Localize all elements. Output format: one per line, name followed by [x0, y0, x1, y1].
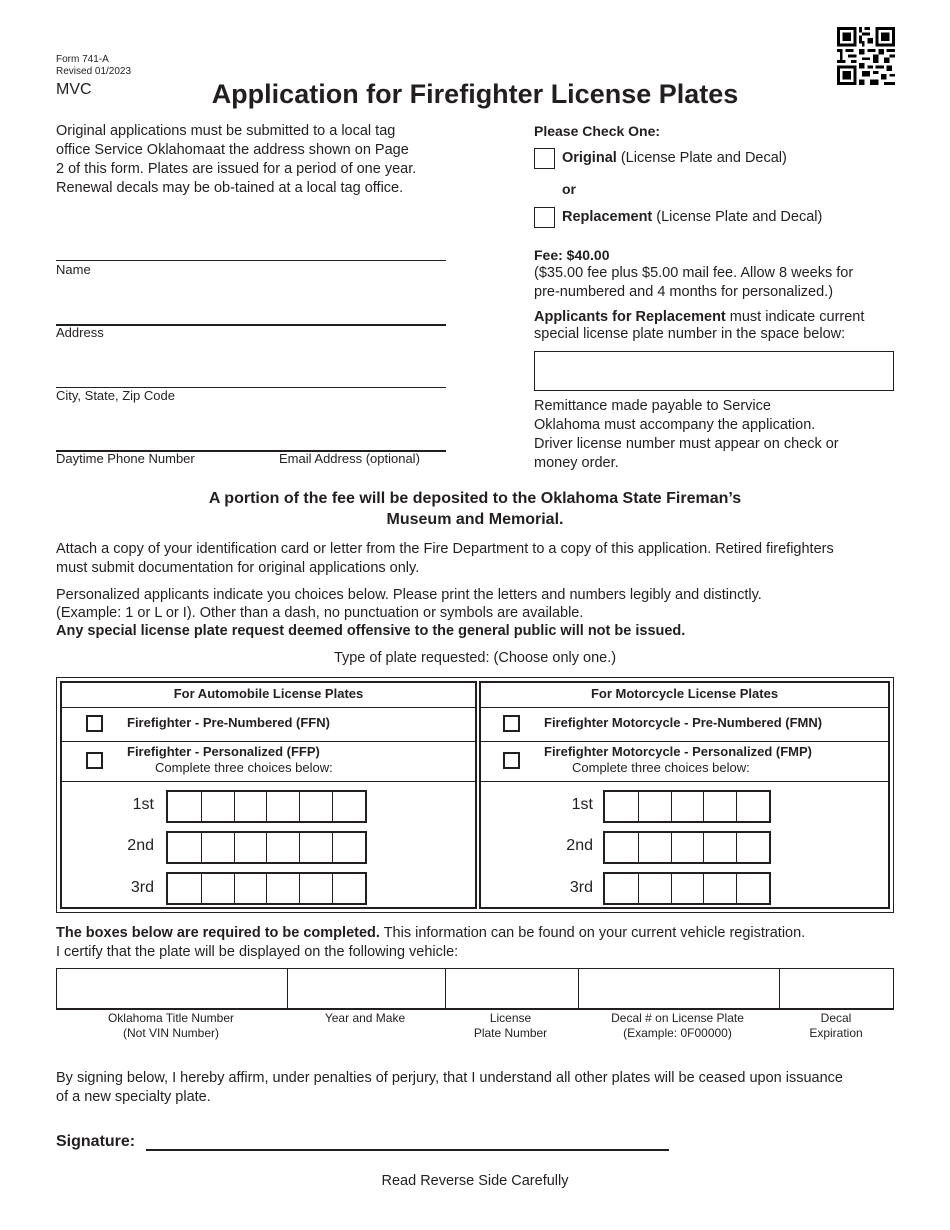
title-number-label: [56, 1011, 286, 1041]
choice-3-label: 3rd: [130, 879, 154, 896]
attach-line: Attach a copy of your identification card or letter from the Fire Department to a copy of this application. Retired firefighters: [56, 541, 834, 557]
char-box[interactable]: [201, 833, 234, 862]
original-label-bold: Original: [562, 150, 617, 166]
remittance-note: [534, 397, 839, 473]
char-box[interactable]: [605, 874, 638, 903]
column-label-line: License: [489, 1011, 532, 1025]
char-box[interactable]: [638, 792, 671, 821]
vehicle-required-note: [56, 924, 916, 943]
char-box[interactable]: [332, 792, 365, 821]
vehicle-info-table: [56, 968, 894, 1010]
moto-choice-1-boxes[interactable]: [603, 790, 771, 823]
char-box[interactable]: [332, 833, 365, 862]
original-checkbox[interactable]: [534, 148, 555, 169]
original-label: [562, 150, 787, 166]
column-label-line: (Not VIN Number): [122, 1026, 220, 1040]
char-box[interactable]: [201, 874, 234, 903]
fee-amount: Fee: $40.00: [534, 247, 610, 263]
char-box[interactable]: [266, 874, 299, 903]
remittance-line: Oklahoma must accompany the application.: [534, 417, 816, 433]
fmp-row: [481, 741, 888, 782]
name-field[interactable]: [56, 260, 446, 261]
vehicle-required-rest: This information can be found on your current vehicle registration.: [379, 925, 806, 941]
fmp-label: Firefighter Motorcycle - Personalized (FMP): [544, 744, 812, 759]
attach-instructions: [56, 540, 906, 578]
certify-statement: I certify that the plate will be displayed on the following vehicle:: [56, 944, 459, 960]
replacement-checkbox[interactable]: [534, 207, 555, 228]
signature-label: Signature:: [56, 1133, 136, 1150]
fmn-row: [481, 707, 888, 742]
column-label-line: Plate Number: [473, 1026, 548, 1040]
replacement-label-rest: (License Plate and Decal): [652, 209, 823, 225]
choice-3-label: 3rd: [569, 879, 593, 896]
decal-expiration-label: [778, 1011, 894, 1041]
auto-choice-2-boxes[interactable]: [166, 831, 367, 864]
fmn-label: Firefighter Motorcycle - Pre-Numbered (FMN): [544, 715, 823, 730]
remittance-line: Remittance made payable to Service: [534, 398, 771, 414]
char-box[interactable]: [201, 792, 234, 821]
license-plate-number-input[interactable]: [445, 969, 578, 1008]
ffn-row: [62, 707, 475, 742]
decal-expiration-input[interactable]: [779, 969, 893, 1008]
city-state-zip-label: City, State, Zip Code: [56, 388, 175, 403]
column-label-line: Decal # on License Plate: [611, 1011, 744, 1025]
ffn-label: Firefighter - Pre-Numbered (FFN): [127, 715, 330, 730]
replacement-label: [562, 209, 822, 225]
char-box[interactable]: [671, 833, 704, 862]
museum-notice-line: Museum and Memorial.: [386, 511, 564, 528]
museum-notice: [0, 488, 950, 530]
decal-number-input[interactable]: [578, 969, 779, 1008]
char-box[interactable]: [703, 833, 736, 862]
year-make-label: [286, 1011, 444, 1026]
motorcycle-plates-column: [479, 681, 890, 909]
char-box[interactable]: [671, 792, 704, 821]
signature-line[interactable]: [146, 1149, 669, 1151]
fmn-checkbox[interactable]: [503, 715, 520, 732]
address-label: Address: [56, 325, 104, 340]
char-box[interactable]: [299, 833, 332, 862]
char-box[interactable]: [299, 792, 332, 821]
current-plate-number-input[interactable]: [534, 351, 894, 391]
fmp-sublabel: Complete three choices below:: [572, 760, 750, 775]
replacement-label-bold: Replacement: [562, 209, 653, 225]
ffp-checkbox[interactable]: [86, 752, 103, 769]
column-label-line: Oklahoma Title Number: [107, 1011, 235, 1025]
address-field[interactable]: [56, 324, 446, 326]
char-box[interactable]: [266, 792, 299, 821]
personalized-line: (Example: 1 or L or I). Other than a dash, no punctuation or symbols are available.: [56, 605, 584, 621]
choice-2-label: 2nd: [127, 837, 154, 854]
name-label: Name: [56, 262, 91, 277]
attach-line: must submit documentation for original applications only.: [56, 560, 420, 576]
original-label-rest: (License Plate and Decal): [616, 150, 787, 166]
email-label: Email Address (optional): [279, 451, 420, 466]
intro-line: Renewal decals may be ob-tained at a local tag office.: [56, 180, 404, 196]
replacement-instructions-rest: must indicate current: [725, 309, 865, 325]
moto-choice-2-boxes[interactable]: [603, 831, 771, 864]
auto-choice-1-boxes[interactable]: [166, 790, 367, 823]
intro-paragraph: [56, 122, 476, 198]
offensive-warning: Any special license plate request deemed offensive to the general public will not be issued.: [56, 623, 686, 639]
replacement-instructions: [534, 309, 864, 343]
char-box[interactable]: [736, 874, 769, 903]
remittance-line: money order.: [534, 455, 619, 471]
char-box[interactable]: [168, 874, 201, 903]
agency-code: MVC: [56, 81, 92, 98]
personalized-instructions: [56, 586, 906, 640]
year-make-input[interactable]: [287, 969, 445, 1008]
remittance-line: Driver license number must appear on check or: [534, 436, 839, 452]
column-label-line: Decal: [820, 1011, 852, 1025]
char-box[interactable]: [299, 874, 332, 903]
fee-detail-line: pre-numbered and 4 months for personalized.): [534, 284, 834, 300]
char-box[interactable]: [234, 833, 267, 862]
form-number: Form 741-A: [56, 54, 109, 65]
replacement-instructions-bold: Applicants for Replacement: [534, 309, 726, 325]
perjury-affirmation: [56, 1069, 916, 1107]
plate-type-table: [56, 677, 894, 913]
revised-date: Revised 01/2023: [56, 66, 132, 77]
char-box[interactable]: [332, 874, 365, 903]
char-box[interactable]: [605, 833, 638, 862]
char-box[interactable]: [703, 792, 736, 821]
char-box[interactable]: [703, 874, 736, 903]
char-box[interactable]: [234, 792, 267, 821]
intro-line: office Service Oklahomaat the address shown on Page: [56, 142, 409, 158]
affirmation-line: of a new specialty plate.: [56, 1089, 211, 1105]
auto-choice-3-boxes[interactable]: [166, 872, 367, 905]
automobile-plates-heading: For Automobile License Plates: [62, 683, 475, 708]
vehicle-required-bold: The boxes below are required to be completed.: [56, 925, 380, 941]
ffp-label: Firefighter - Personalized (FFP): [127, 744, 320, 759]
column-label-line: (Example: 0F00000): [623, 1026, 732, 1040]
qr-code-icon: [837, 27, 895, 85]
fee-detail-line: ($35.00 fee plus $5.00 mail fee. Allow 8 weeks for: [534, 265, 854, 281]
page-title: Application for Firefighter License Plates: [211, 79, 739, 109]
automobile-plates-column: [60, 681, 477, 909]
footer-note: Read Reverse Side Carefully: [381, 1173, 569, 1189]
char-box[interactable]: [168, 833, 201, 862]
choice-1-label: 1st: [571, 796, 593, 813]
char-box[interactable]: [266, 833, 299, 862]
char-box[interactable]: [638, 874, 671, 903]
decal-number-label: [577, 1011, 778, 1041]
license-plate-number-label: [444, 1011, 577, 1041]
phone-label: Daytime Phone Number: [56, 451, 195, 466]
char-box[interactable]: [605, 792, 638, 821]
or-label: or: [562, 181, 576, 197]
fee-detail: [534, 264, 853, 302]
fmp-checkbox[interactable]: [503, 752, 520, 769]
char-box[interactable]: [638, 833, 671, 862]
check-one-heading: Please Check One:: [534, 123, 661, 139]
replacement-instructions-line: special license plate number in the space below:: [534, 326, 846, 342]
ffp-row: [62, 741, 475, 782]
moto-choice-3-boxes[interactable]: [603, 872, 771, 905]
motorcycle-plates-heading: For Motorcycle License Plates: [481, 683, 888, 708]
type-requested-label: Type of plate requested: (Choose only one.): [333, 650, 617, 666]
ffn-checkbox[interactable]: [86, 715, 103, 732]
title-number-input[interactable]: [57, 969, 287, 1008]
column-label-line: Expiration: [809, 1026, 863, 1040]
affirmation-line: By signing below, I hereby affirm, under penalties of perjury, that I understand all other plates will be ceased upon issuance: [56, 1070, 843, 1086]
char-box[interactable]: [234, 874, 267, 903]
char-box[interactable]: [671, 874, 704, 903]
choice-2-label: 2nd: [566, 837, 593, 854]
intro-line: 2 of this form. Plates are issued for a period of one year.: [56, 161, 417, 177]
char-box[interactable]: [736, 833, 769, 862]
ffp-sublabel: Complete three choices below:: [155, 760, 333, 775]
char-box[interactable]: [168, 792, 201, 821]
intro-line: Original applications must be submitted to a local tag: [56, 123, 396, 139]
museum-notice-line: A portion of the fee will be deposited to the Oklahoma State Fireman’s: [208, 490, 742, 507]
column-label-line: Year and Make: [324, 1011, 406, 1025]
personalized-line: Personalized applicants indicate you choices below. Please print the letters and numbers legibly and distinctly.: [56, 587, 762, 603]
char-box[interactable]: [736, 792, 769, 821]
choice-1-label: 1st: [132, 796, 154, 813]
